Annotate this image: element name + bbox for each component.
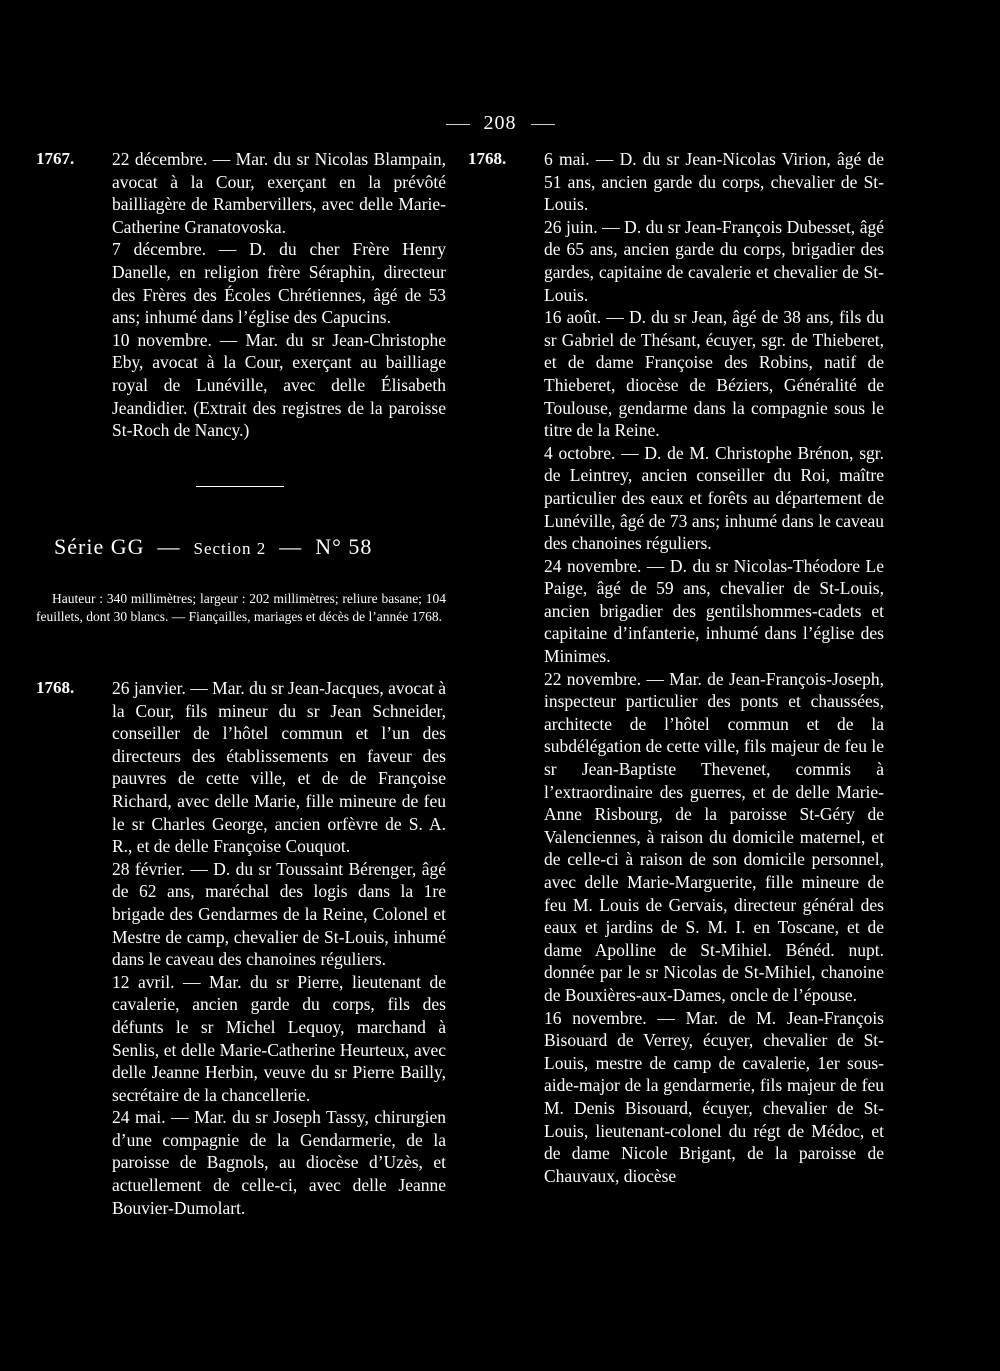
section-divider: [196, 486, 284, 487]
year-label: 1768.: [36, 678, 75, 697]
entry: [36, 329, 446, 442]
section-label: Section 2: [193, 539, 267, 558]
left-column-top: [36, 148, 446, 442]
entry: [36, 1106, 446, 1219]
series-number: N° 58: [315, 534, 373, 559]
entry: [468, 216, 884, 306]
register-description: Hauteur : 340 millimètres; largeur : 202 millimètres; reliure basane; 104 feuillets, dont 30 blancs. — Fiançailles, mariages et décès de l’année 1768.: [36, 591, 446, 624]
entry-text: 4 octobre. — D. de M. Christophe Brénon, sgr. de Leintrey, ancien conseiller du Roi, maître particulier des eaux et forêts au département de Lunéville, âgé de 73 ans; inhumé dans le caveau des chanoines réguliers.: [544, 442, 884, 554]
entry: [468, 555, 884, 668]
right-column: [468, 148, 884, 1187]
entry-text: 12 avril. — Mar. du sr Pierre, lieutenant de cavalerie, ancien garde du corps, fils des défunts le sr Michel Lequoy, marchand à Senlis, et delle Marie-Catherine Heurteux, avec delle Jeanne Herbin, veuve du sr Pierre Bailly, secrétaire de la chancellerie.: [112, 971, 446, 1105]
entry: [468, 1007, 884, 1188]
entry: [468, 306, 884, 442]
entry-text: 10 novembre. — Mar. du sr Jean-Christophe Eby, avocat à la Cour, exerçant au bailliage royal de Lunéville, avec delle Élisabeth Jeandidier. (Extrait des registres de la paroisse St-Roch de Nancy.): [112, 329, 446, 441]
entry-text: 24 novembre. — D. du sr Nicolas-Théodore Le Paige, âgé de 59 ans, chevalier de St-Louis, ancien brigadier des gentilshommes-cadets et capitaine d’infanterie, inhumé dans l’église des Minimes.: [544, 555, 884, 667]
entry: [36, 971, 446, 1107]
header-ornament-right: [531, 124, 555, 125]
entry: [36, 238, 446, 328]
series-heading: Série GG — Section 2 — N° 58: [54, 534, 373, 559]
entry: [36, 858, 446, 971]
page-number: 208: [483, 112, 517, 134]
entry-text: 6 mai. — D. du sr Jean-Nicolas Virion, âgé de 51 ans, ancien garde du corps, chevalier de St-Louis.: [544, 149, 884, 215]
entry-text: 26 janvier. — Mar. du sr Jean-Jacques, avocat à la Cour, fils mineur du sr Jean Schneider, conseiller de l’hôtel commun et l’un des directeurs des établissements en faveur des pauvres de cette ville, et de de Françoise Richard, avec delle Marie, fille mineure de feu le sr Charles George, ancien orfèvre de S. A. R., et de delle Françoise Couquot.: [112, 678, 446, 857]
header-ornament-left: [446, 124, 470, 125]
page-header: [0, 112, 1000, 135]
entry-text: 7 décembre. — D. du cher Frère Henry Danelle, en religion frère Séraphin, directeur des Frères des Écoles Chrétiennes, âgé de 53 ans; inhumé dans l’église des Capucins.: [112, 239, 446, 328]
entry-text: 26 juin. — D. du sr Jean-François Dubesset, âgé de 65 ans, ancien garde du corps, brigadier des gardes, capitaine de cavalerie et chevalier de St-Louis.: [544, 216, 884, 305]
entry: [468, 442, 884, 555]
left-column-bottom: [36, 677, 446, 1219]
entry: [36, 677, 446, 858]
year-label: 1767.: [36, 149, 75, 168]
entry-text: 28 février. — D. du sr Toussaint Bérenger, âgé de 62 ans, maréchal des logis dans la 1re brigade des Gendarmes de la Reine, Colonel et Mestre de camp, chevalier de St-Louis, inhumé dans le caveau des chanoines réguliers.: [112, 858, 446, 970]
entry-text: 22 novembre. — Mar. de Jean-François-Joseph, inspecteur particulier des ponts et chaussées, architecte de l’hôtel commun et de la subdélégation de cette ville, fils majeur de feu le sr Jean-Baptiste Thevenet, commis à l’extraordinaire des guerres, et de delle Marie-Anne Risbourg, de la paroisse St-Géry de Valenciennes, à raison du domicile maternel, et de celle-ci à raison de son domicile personnel, avec delle Marie-Marguerite, fille mineure de feu M. Louis de Gervais, directeur général des eaux et jardins de S. M. I. en Toscane, et de dame Apolline de St-Mihiel. Bénéd. nupt. donnée par le sr Nicolas de St-Mihiel, chanoine de Bouxières-aux-Dames, oncle de l’épouse.: [544, 668, 884, 1005]
year-label: 1768.: [468, 149, 507, 168]
entry: [36, 148, 446, 238]
entry-text: 16 août. — D. du sr Jean, âgé de 38 ans, fils du sr Gabriel de Thésant, écuyer, sgr. de Thieberet, et de dame Françoise des Robins, natif de Thieberet, diocèse de Béziers, Généralité de Toulouse, gendarme dans la compagnie sous le titre de la Reine.: [544, 307, 884, 441]
entry: [468, 668, 884, 1007]
entry-text: 22 décembre. — Mar. du sr Nicolas Blampain, avocat à la Cour, exerçant en la prévôté bailliagère de Rambervillers, avec delle Marie-Catherine Granatovoska.: [112, 149, 446, 237]
entry: [468, 148, 884, 216]
series-label: Série GG: [54, 534, 145, 559]
entry-text: 16 novembre. — Mar. de M. Jean-François Bisouard de Verrey, écuyer, chevalier de St-Louis, mestre de camp de cavalerie, 1er sous-aide-major de la gendarmerie, fils majeur de feu M. Denis Bisouard, écuyer, chevalier de St-Louis, lieutenant-colonel du régt de Médoc, et de dame Nicole Brigant, de la paroisse de Chauvaux, diocèse: [544, 1007, 884, 1186]
entry-text: 24 mai. — Mar. du sr Joseph Tassy, chirurgien d’une compagnie de la Gendarmerie, de la paroisse de Bagnols, au diocèse d’Uzès, et actuellement de celle-ci, avec delle Jeanne Bouvier-Dumolart.: [112, 1107, 446, 1218]
